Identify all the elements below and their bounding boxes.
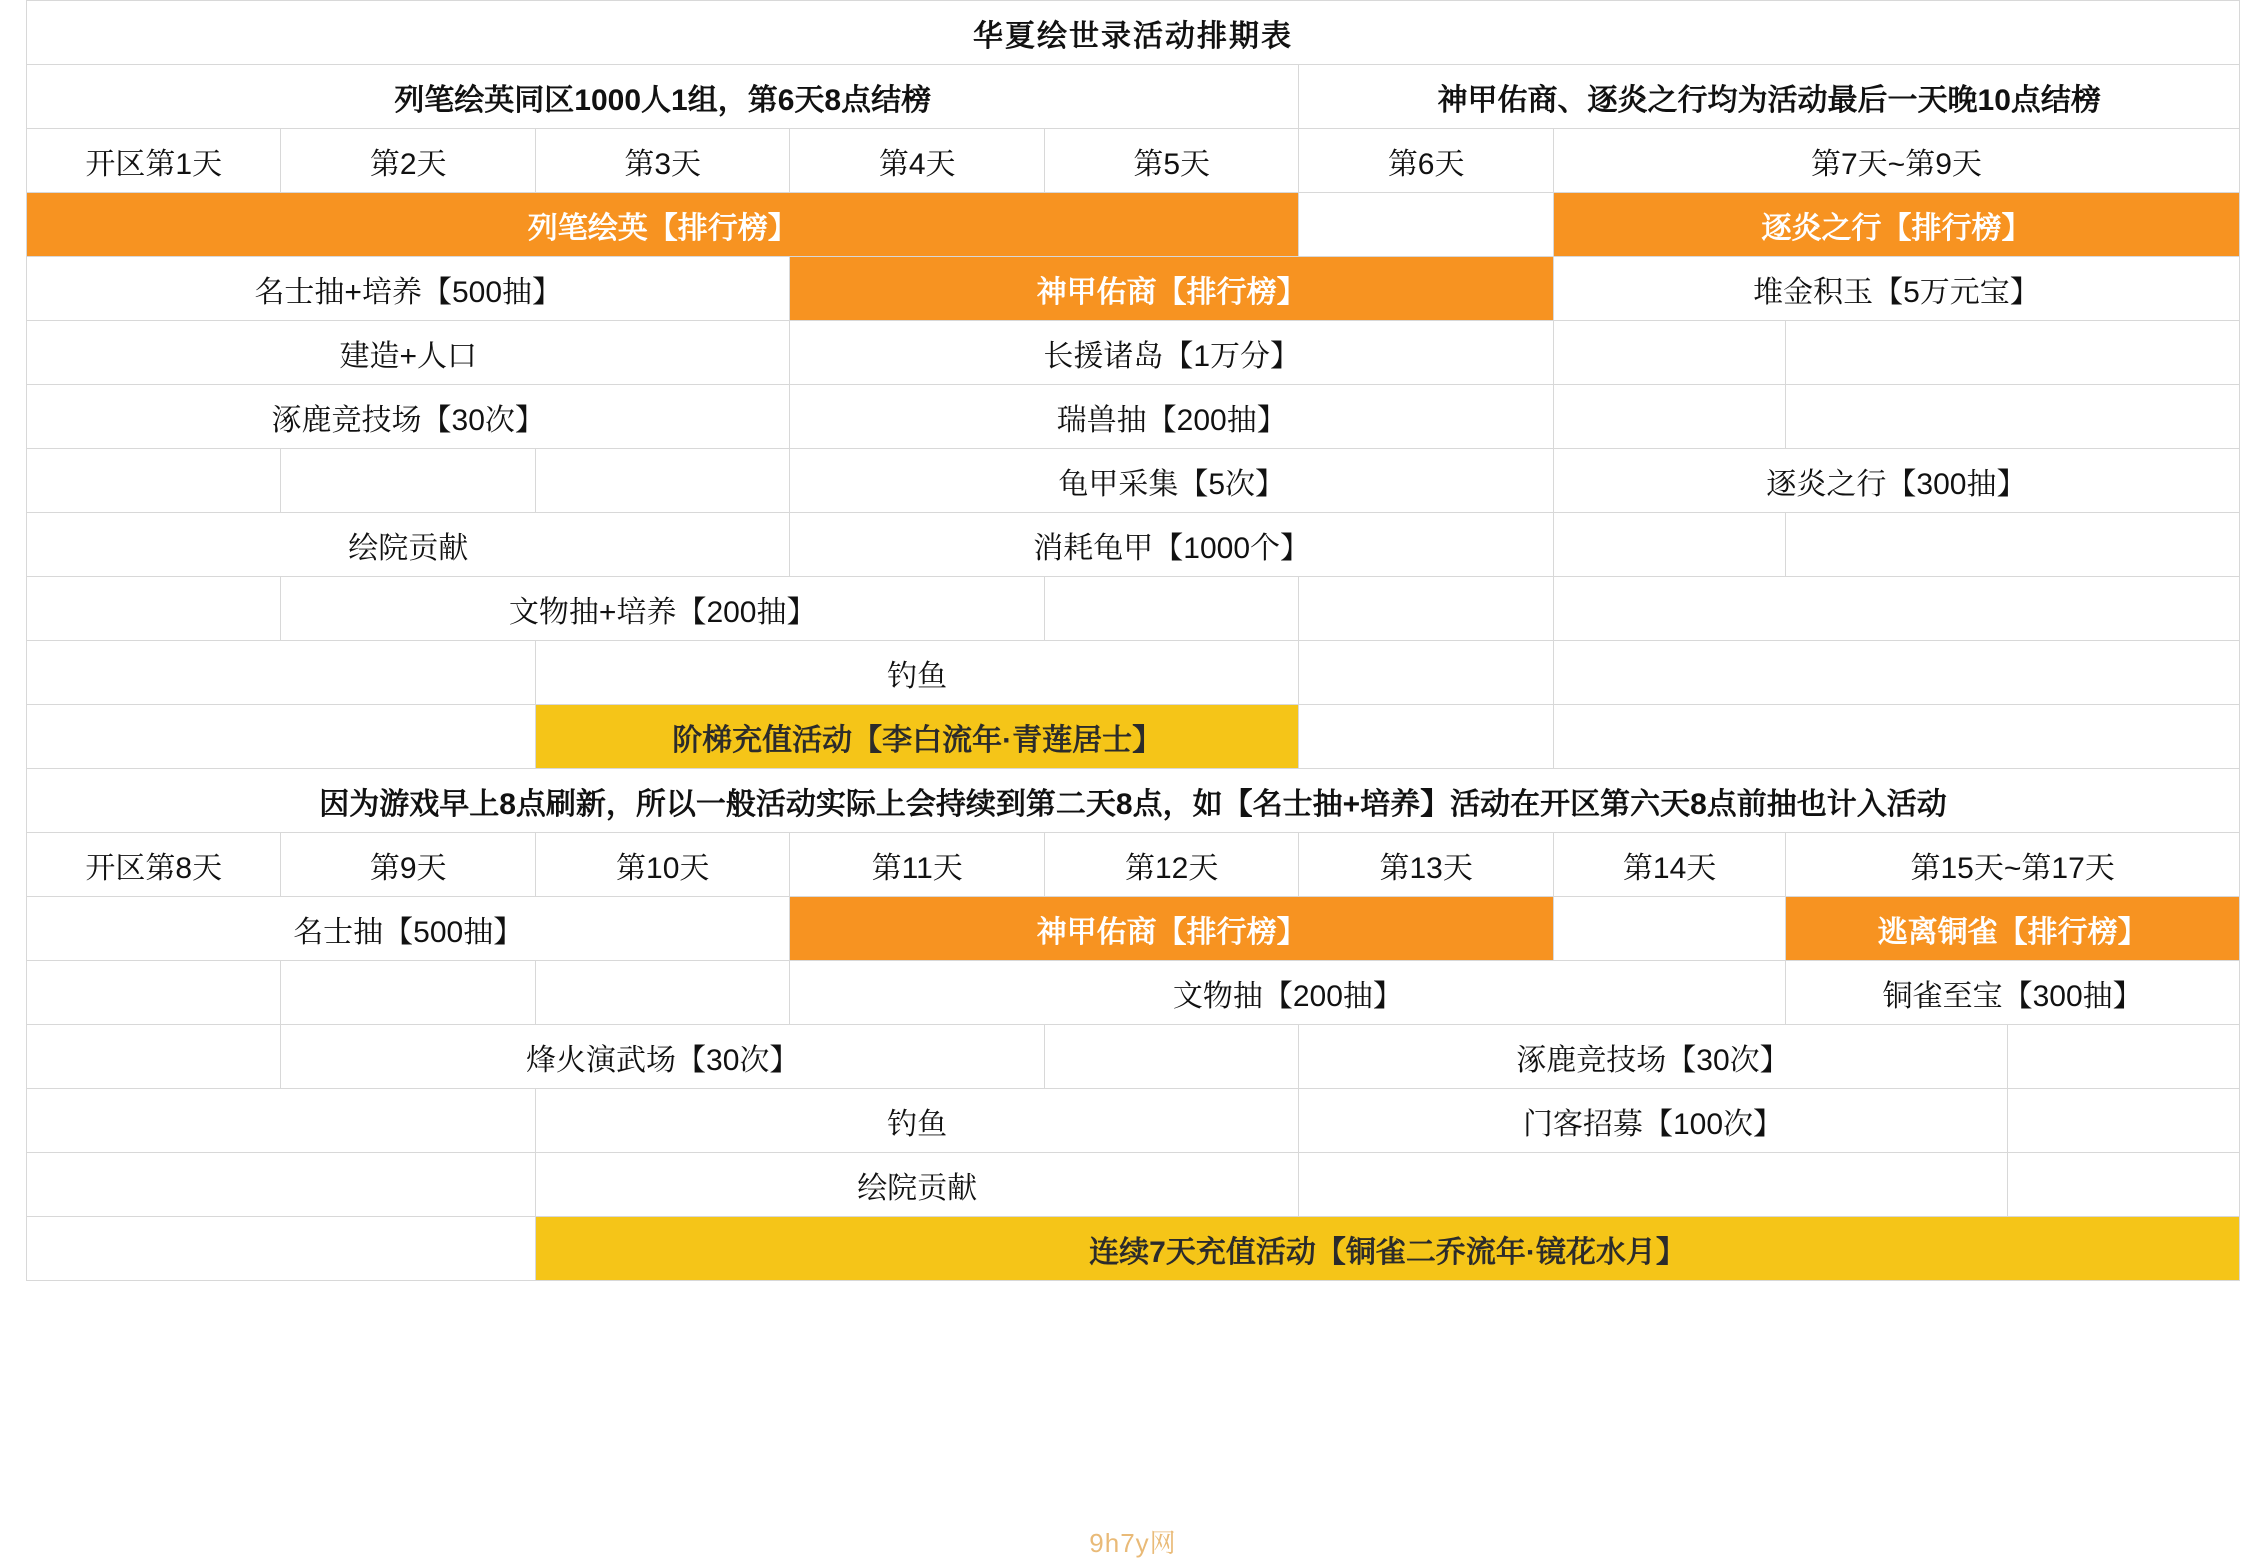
empty-cell (27, 449, 281, 513)
activity-cell: 钓鱼 (535, 1089, 1298, 1153)
activity-cell: 烽火演武场【30次】 (281, 1025, 1044, 1089)
empty-cell (1553, 513, 1785, 577)
empty-cell (1553, 385, 1785, 449)
day-cell: 第9天 (281, 833, 535, 897)
activity-cell: 铜雀至宝【300抽】 (1786, 961, 2240, 1025)
activity-row (27, 577, 2240, 641)
activity-row (27, 897, 2240, 961)
day-cell: 开区第1天 (27, 129, 281, 193)
empty-cell (27, 1217, 536, 1281)
empty-cell (2007, 1089, 2239, 1153)
empty-cell (1299, 577, 1553, 641)
activity-cell: 阶梯充值活动【李白流年·青莲居士】 (535, 705, 1298, 769)
empty-cell (27, 1153, 536, 1217)
activity-row (27, 1025, 2240, 1089)
day-cell: 开区第8天 (27, 833, 281, 897)
activity-row (27, 321, 2240, 385)
empty-cell (1553, 321, 1785, 385)
empty-cell (1786, 385, 2240, 449)
activity-cell: 建造+人口 (27, 321, 790, 385)
activity-cell: 神甲佑商【排行榜】 (790, 257, 1553, 321)
schedule-body (27, 1, 2240, 1281)
activity-cell: 涿鹿竞技场【30次】 (1299, 1025, 2007, 1089)
empty-cell (1299, 705, 1553, 769)
activity-row (27, 257, 2240, 321)
empty-cell (1553, 577, 2239, 641)
activity-cell: 绘院贡献 (27, 513, 790, 577)
empty-cell (27, 641, 536, 705)
activity-row (27, 513, 2240, 577)
activity-cell: 逐炎之行【排行榜】 (1553, 193, 2239, 257)
header-note-row (27, 65, 2240, 129)
activity-row (27, 193, 2240, 257)
activity-row (27, 1089, 2240, 1153)
mid-note-row (27, 769, 2240, 833)
activity-cell: 连续7天充值活动【铜雀二乔流年·镜花水月】 (535, 1217, 2239, 1281)
activity-cell: 绘院贡献 (535, 1153, 1298, 1217)
empty-cell (1044, 577, 1298, 641)
day-cell: 第12天 (1044, 833, 1298, 897)
activity-row (27, 1153, 2240, 1217)
empty-cell (27, 577, 281, 641)
empty-cell (281, 449, 535, 513)
activity-row (27, 385, 2240, 449)
empty-cell (27, 705, 536, 769)
empty-cell (1299, 641, 1553, 705)
activity-cell: 钓鱼 (535, 641, 1298, 705)
empty-cell (1786, 513, 2240, 577)
activity-cell: 长援诸岛【1万分】 (790, 321, 1553, 385)
empty-cell (1553, 705, 2239, 769)
empty-cell (281, 961, 535, 1025)
activity-cell: 堆金积玉【5万元宝】 (1553, 257, 2239, 321)
left-header-note: 列笔绘英同区1000人1组，第6天8点结榜 (27, 65, 1299, 129)
activity-cell: 门客招募【100次】 (1299, 1089, 2007, 1153)
activity-row (27, 641, 2240, 705)
activity-cell: 逃离铜雀【排行榜】 (1786, 897, 2240, 961)
activity-row (27, 1217, 2240, 1281)
day-cell: 第6天 (1299, 129, 1553, 193)
empty-cell (2007, 1153, 2239, 1217)
day-cell: 第7天~第9天 (1553, 129, 2239, 193)
mid-note: 因为游戏早上8点刷新，所以一般活动实际上会持续到第二天8点，如【名士抽+培养】活动在开区第六天8点前抽也计入活动 (27, 769, 2240, 833)
day-cell: 第5天 (1044, 129, 1298, 193)
section1-day-row (27, 129, 2240, 193)
empty-cell (1786, 321, 2240, 385)
activity-cell: 龟甲采集【5次】 (790, 449, 1553, 513)
activity-row (27, 705, 2240, 769)
day-cell: 第13天 (1299, 833, 1553, 897)
activity-row (27, 961, 2240, 1025)
activity-cell: 名士抽【500抽】 (27, 897, 790, 961)
schedule-table (26, 0, 2240, 1281)
empty-cell (1299, 193, 1553, 257)
page-title: 华夏绘世录活动排期表 (27, 1, 2240, 65)
empty-cell (2007, 1025, 2239, 1089)
activity-row (27, 449, 2240, 513)
empty-cell (27, 961, 281, 1025)
section2-day-row (27, 833, 2240, 897)
day-cell: 第3天 (535, 129, 789, 193)
empty-cell (1553, 641, 2239, 705)
activity-cell: 文物抽【200抽】 (790, 961, 1786, 1025)
activity-cell: 逐炎之行【300抽】 (1553, 449, 2239, 513)
activity-cell: 涿鹿竞技场【30次】 (27, 385, 790, 449)
activity-cell: 名士抽+培养【500抽】 (27, 257, 790, 321)
empty-cell (1044, 1025, 1298, 1089)
empty-cell (1553, 897, 1785, 961)
day-cell: 第14天 (1553, 833, 1785, 897)
activity-cell: 瑞兽抽【200抽】 (790, 385, 1553, 449)
day-cell: 第10天 (535, 833, 789, 897)
empty-cell (27, 1089, 536, 1153)
empty-cell (535, 961, 789, 1025)
activity-cell: 文物抽+培养【200抽】 (281, 577, 1044, 641)
empty-cell (27, 1025, 281, 1089)
empty-cell (1299, 1153, 2007, 1217)
activity-cell: 消耗龟甲【1000个】 (790, 513, 1553, 577)
activity-cell: 神甲佑商【排行榜】 (790, 897, 1553, 961)
day-cell: 第4天 (790, 129, 1044, 193)
day-cell: 第11天 (790, 833, 1044, 897)
empty-cell (535, 449, 789, 513)
right-header-note: 神甲佑商、逐炎之行均为活动最后一天晚10点结榜 (1299, 65, 2240, 129)
day-cell: 第15天~第17天 (1786, 833, 2240, 897)
watermark: 9h7y网 (1089, 1528, 1177, 1558)
title-row (27, 1, 2240, 65)
day-cell: 第2天 (281, 129, 535, 193)
activity-cell: 列笔绘英【排行榜】 (27, 193, 1299, 257)
